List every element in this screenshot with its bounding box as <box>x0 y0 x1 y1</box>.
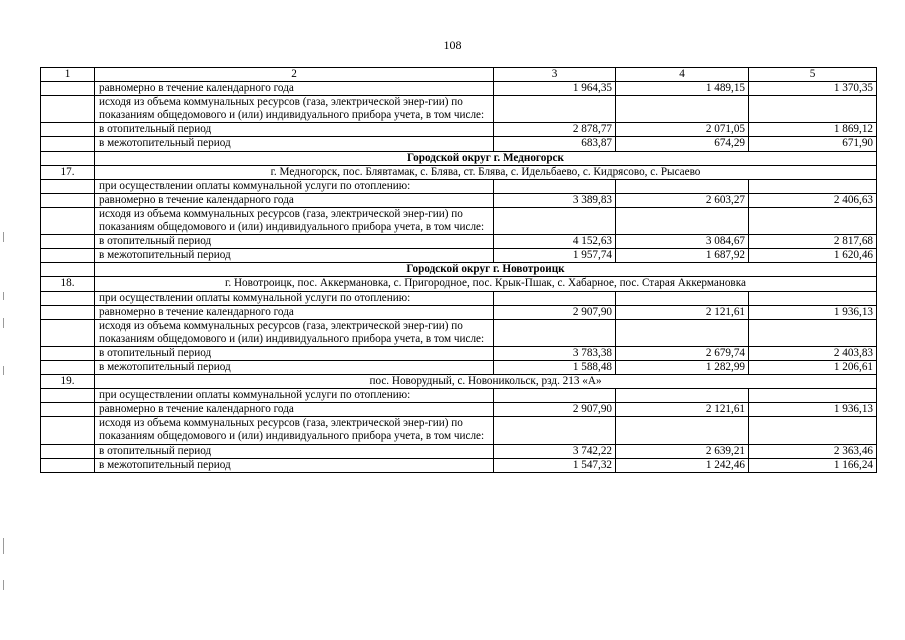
row-number-cell <box>41 305 95 319</box>
row-label: исходя из объема коммунальных ресурсов (газа, электрической энер-гии) по показаниям общедомового и (или) индивидуального прибора учета, в том числе: <box>95 96 494 123</box>
row-number-cell <box>41 319 95 346</box>
row-number-cell <box>41 151 95 165</box>
locality-row <box>41 165 877 179</box>
value-col4 <box>616 417 749 444</box>
table-row <box>41 389 877 403</box>
row-label: исходя из объема коммунальных ресурсов (газа, электрической энер-гии) по показаниям общедомового и (или) индивидуального прибора учета, в том числе: <box>95 319 494 346</box>
table-row <box>41 137 877 151</box>
value-col3 <box>494 417 616 444</box>
column-number: 2 <box>95 68 494 82</box>
value-col5 <box>749 179 877 193</box>
value-col4: 1 489,15 <box>616 82 749 96</box>
row-number-cell <box>41 193 95 207</box>
table-row <box>41 291 877 305</box>
district-heading: Городской округ г. Новотроицк <box>95 263 877 277</box>
value-col5 <box>749 96 877 123</box>
value-col5: 2 363,46 <box>749 444 877 458</box>
row-label: при осуществлении оплаты коммунальной услуги по отоплению: <box>95 291 494 305</box>
row-number-cell <box>41 179 95 193</box>
table-row <box>41 360 877 374</box>
value-col4: 2 121,61 <box>616 403 749 417</box>
value-col5: 2 403,83 <box>749 346 877 360</box>
value-col3 <box>494 291 616 305</box>
value-col4: 1 687,92 <box>616 249 749 263</box>
value-col4: 674,29 <box>616 137 749 151</box>
table-row <box>41 403 877 417</box>
column-number: 5 <box>749 68 877 82</box>
table-row <box>41 179 877 193</box>
row-number: 19. <box>41 375 95 389</box>
value-col5 <box>749 319 877 346</box>
row-label: при осуществлении оплаты коммунальной услуги по отоплению: <box>95 389 494 403</box>
row-label: исходя из объема коммунальных ресурсов (газа, электрической энер-гии) по показаниям общедомового и (или) индивидуального прибора учета, в том числе: <box>95 417 494 444</box>
table-row <box>41 319 877 346</box>
row-label: равномерно в течение календарного года <box>95 305 494 319</box>
column-number-row <box>41 68 877 82</box>
row-label: в отопительный период <box>95 444 494 458</box>
row-label: в отопительный период <box>95 346 494 360</box>
value-col4: 2 639,21 <box>616 444 749 458</box>
column-number: 1 <box>41 68 95 82</box>
value-col3 <box>494 319 616 346</box>
scan-edge-mark <box>3 366 4 375</box>
row-number-cell <box>41 417 95 444</box>
value-col5 <box>749 207 877 234</box>
row-label: в межотопительный период <box>95 458 494 472</box>
value-col3 <box>494 96 616 123</box>
table-row <box>41 82 877 96</box>
row-label: равномерно в течение календарного года <box>95 82 494 96</box>
locality-list: пос. Новорудный, с. Новоникольск, рзд. 213 «А» <box>95 375 877 389</box>
value-col4: 1 282,99 <box>616 360 749 374</box>
row-number-cell <box>41 137 95 151</box>
value-col3: 683,87 <box>494 137 616 151</box>
district-heading: Городской округ г. Медногорск <box>95 151 877 165</box>
value-col4: 2 679,74 <box>616 346 749 360</box>
district-heading-row <box>41 263 877 277</box>
value-col5: 2 817,68 <box>749 235 877 249</box>
row-label: в межотопительный период <box>95 137 494 151</box>
row-number-cell <box>41 403 95 417</box>
value-col5: 1 166,24 <box>749 458 877 472</box>
row-label: при осуществлении оплаты коммунальной услуги по отоплению: <box>95 179 494 193</box>
locality-list: г. Новотроицк, пос. Аккермановка, с. Пригородное, пос. Крык-Пшак, с. Хабарное, пос. Старая Аккермановка <box>95 277 877 291</box>
value-col5 <box>749 291 877 305</box>
row-label: в отопительный период <box>95 235 494 249</box>
table-row <box>41 207 877 234</box>
value-col4: 3 084,67 <box>616 235 749 249</box>
value-col4: 2 121,61 <box>616 305 749 319</box>
value-col3: 1 964,35 <box>494 82 616 96</box>
tariff-table <box>40 67 877 473</box>
table-row <box>41 346 877 360</box>
scan-edge-mark <box>3 318 4 328</box>
row-number-cell <box>41 207 95 234</box>
value-col3 <box>494 179 616 193</box>
row-number-cell <box>41 346 95 360</box>
locality-row <box>41 375 877 389</box>
value-col5: 671,90 <box>749 137 877 151</box>
table-row <box>41 96 877 123</box>
value-col5: 1 869,12 <box>749 123 877 137</box>
value-col3: 2 907,90 <box>494 305 616 319</box>
table-row <box>41 305 877 319</box>
row-number: 17. <box>41 165 95 179</box>
value-col3: 3 389,83 <box>494 193 616 207</box>
value-col5 <box>749 389 877 403</box>
value-col5: 2 406,63 <box>749 193 877 207</box>
value-col5: 1 370,35 <box>749 82 877 96</box>
value-col5: 1 936,13 <box>749 305 877 319</box>
value-col5 <box>749 417 877 444</box>
scan-edge-mark <box>3 232 4 242</box>
value-col3: 3 783,38 <box>494 346 616 360</box>
scan-edge-mark <box>3 580 4 590</box>
scan-edge-mark <box>3 292 4 300</box>
row-number-cell <box>41 458 95 472</box>
row-number-cell <box>41 82 95 96</box>
row-number-cell <box>41 291 95 305</box>
value-col3: 2 907,90 <box>494 403 616 417</box>
row-number-cell <box>41 249 95 263</box>
value-col3: 3 742,22 <box>494 444 616 458</box>
value-col4 <box>616 96 749 123</box>
table-row <box>41 123 877 137</box>
row-label: равномерно в течение календарного года <box>95 193 494 207</box>
value-col4: 2 603,27 <box>616 193 749 207</box>
locality-list: г. Медногорск, пос. Блявтамак, с. Блява, ст. Блява, с. Идельбаево, с. Кидрясово, с. Рысаево <box>95 165 877 179</box>
value-col3 <box>494 207 616 234</box>
column-number: 4 <box>616 68 749 82</box>
value-col4 <box>616 291 749 305</box>
row-number-cell <box>41 389 95 403</box>
value-col4 <box>616 389 749 403</box>
value-col5: 1 206,61 <box>749 360 877 374</box>
table-row <box>41 235 877 249</box>
locality-row <box>41 277 877 291</box>
row-number-cell <box>41 96 95 123</box>
district-heading-row <box>41 151 877 165</box>
value-col3: 1 547,32 <box>494 458 616 472</box>
row-number-cell <box>41 235 95 249</box>
value-col4 <box>616 207 749 234</box>
table-body <box>41 68 877 473</box>
page-number: 108 <box>443 38 462 52</box>
column-number: 3 <box>494 68 616 82</box>
value-col3: 2 878,77 <box>494 123 616 137</box>
table-row <box>41 458 877 472</box>
row-number-cell <box>41 123 95 137</box>
value-col3: 4 152,63 <box>494 235 616 249</box>
row-label: исходя из объема коммунальных ресурсов (газа, электрической энер-гии) по показаниям общедомового и (или) индивидуального прибора учета, в том числе: <box>95 207 494 234</box>
value-col3: 1 588,48 <box>494 360 616 374</box>
value-col5: 1 936,13 <box>749 403 877 417</box>
row-number-cell <box>41 360 95 374</box>
value-col3 <box>494 389 616 403</box>
row-label: в отопительный период <box>95 123 494 137</box>
value-col5: 1 620,46 <box>749 249 877 263</box>
table-row <box>41 444 877 458</box>
row-number-cell <box>41 444 95 458</box>
row-number-cell <box>41 263 95 277</box>
value-col4: 1 242,46 <box>616 458 749 472</box>
table-row <box>41 193 877 207</box>
row-label: в межотопительный период <box>95 360 494 374</box>
table-row <box>41 417 877 444</box>
row-number: 18. <box>41 277 95 291</box>
table-row <box>41 249 877 263</box>
row-label: равномерно в течение календарного года <box>95 403 494 417</box>
value-col4 <box>616 179 749 193</box>
value-col3: 1 957,74 <box>494 249 616 263</box>
row-label: в межотопительный период <box>95 249 494 263</box>
value-col4 <box>616 319 749 346</box>
value-col4: 2 071,05 <box>616 123 749 137</box>
scan-edge-mark <box>3 538 4 554</box>
